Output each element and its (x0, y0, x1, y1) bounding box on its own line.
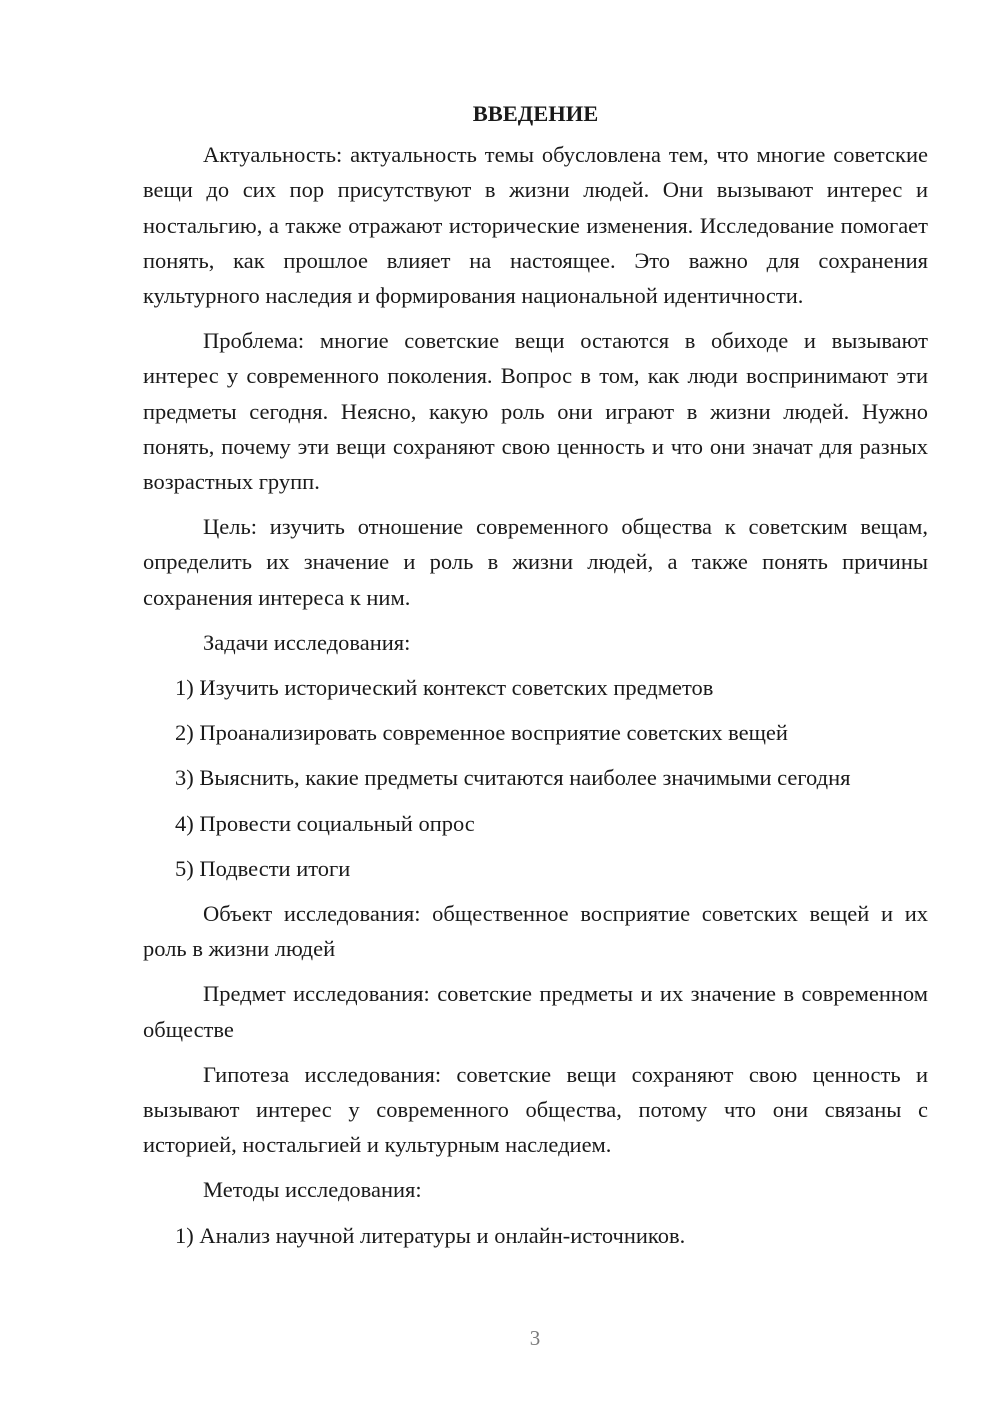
methods-label: Методы исследования: (203, 1177, 422, 1203)
relevance-paragraph: Актуальность: актуальность темы обусловлена тем, что многие советские вещи до сих пор присутствуют в жизни людей. Они вызывают интерес и ностальгию, а также отражают исторические изменения. Исследование помогает понять, как прошлое влияет на настоящее. Это важно для сохранения культурного наследия и формирования национальной идентичности. (143, 142, 928, 309)
list-item: 1) Изучить исторический контекст советских предметов (175, 675, 714, 701)
list-item: 3) Выяснить, какие предметы считаются наиболее значимыми сегодня (175, 765, 851, 791)
hypothesis-paragraph: Гипотеза исследования: советские вещи сохраняют свою ценность и вызывают интерес у современного общества, потому что они связаны с историей, ностальгией и культурным наследием. (143, 1061, 928, 1158)
page-content (143, 96, 928, 1263)
list-item: 2) Проанализировать современное восприятие советских вещей (175, 720, 788, 746)
tasks-list (143, 670, 928, 886)
goal-paragraph: Цель: изучить отношение современного общества к советским вещам, определить их значение и роль в жизни людей, а также понять причины сохранения интереса к ним. (143, 514, 928, 610)
section-title: ВВЕДЕНИЕ (472, 101, 599, 126)
problem-paragraph: Проблема: многие советские вещи остаются в обиходе и вызывают интерес у современного поколения. Вопрос в том, как люди воспринимают эти предметы сегодня. Неясно, какую роль они играют в жизни людей. Нужно понять, почему эти вещи сохраняют свою ценность и что они значат для разных возрастных групп. (143, 328, 928, 495)
list-item: 1) Анализ научной литературы и онлайн-источников. (175, 1222, 686, 1248)
object-paragraph: Объект исследования: общественное восприятие советских вещей и их роль в жизни людей (143, 901, 928, 962)
methods-list (143, 1218, 928, 1253)
list-item: 5) Подвести итоги (175, 855, 351, 881)
list-item: 4) Провести социальный опрос (175, 810, 475, 836)
subject-paragraph: Предмет исследования: советские предметы и их значение в современном обществе (143, 981, 928, 1042)
tasks-label: Задачи исследования: (203, 629, 411, 655)
page-number: 3 (529, 1326, 541, 1350)
